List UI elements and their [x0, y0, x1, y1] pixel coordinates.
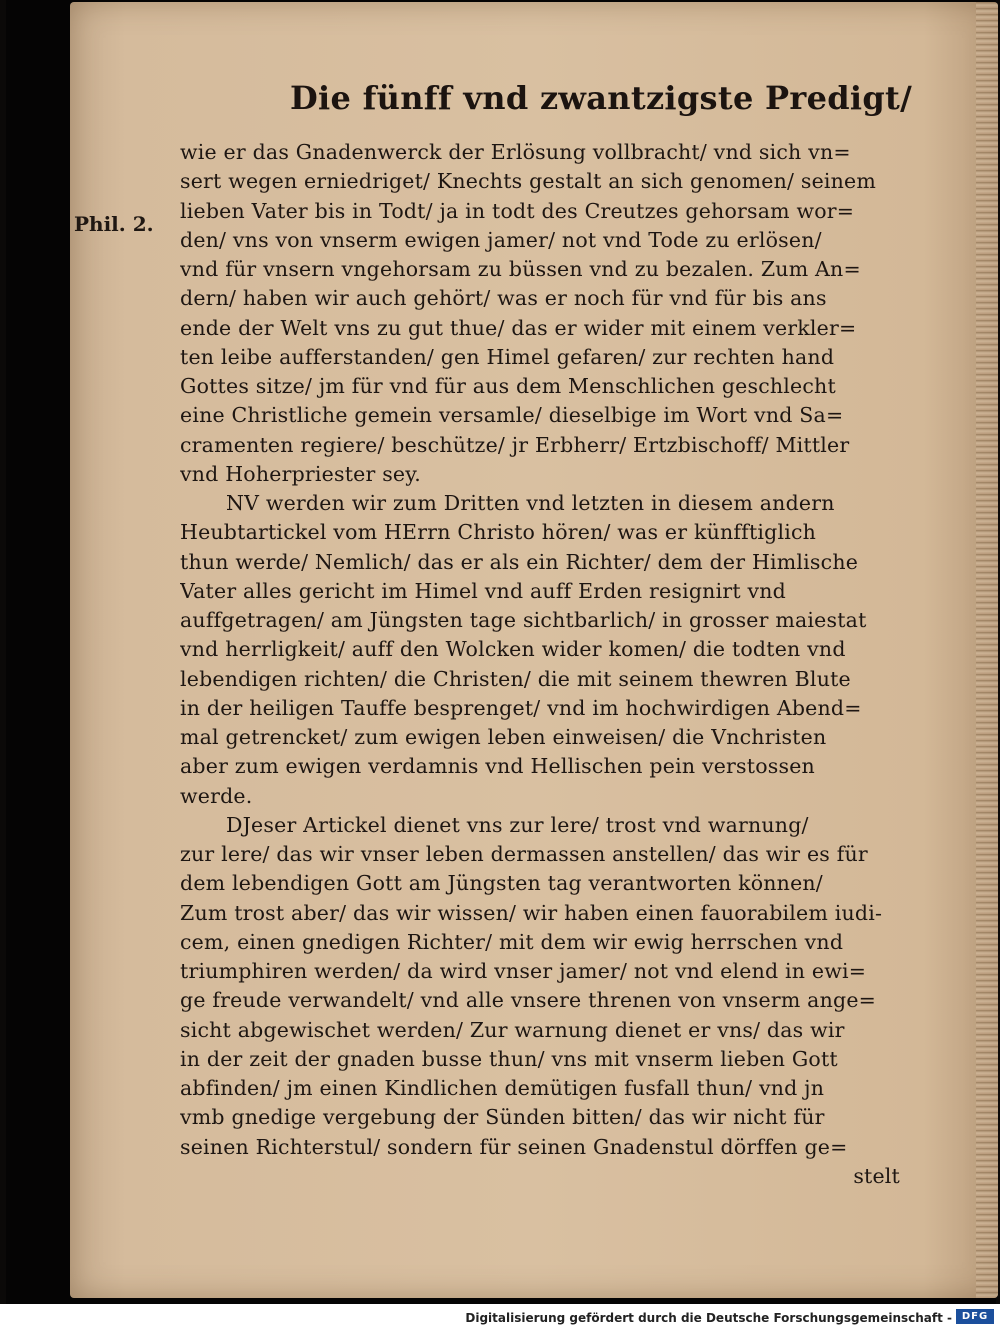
body-text [180, 138, 900, 1191]
margin-note: Phil. 2. [74, 212, 154, 236]
text-line: lebendigen richten/ die Christen/ die mit seinem thewren Blute [180, 666, 851, 691]
text-line: cem, einen gnedigen Richter/ mit dem wir ewig herrschen vnd [180, 929, 844, 954]
text-line: cramenten regiere/ beschütze/ jr Erbherr/ Ertzbischoff/ Mittler [180, 432, 850, 457]
text-line: eine Christliche gemein versamle/ dieselbige im Wort vnd Sa= [180, 403, 844, 428]
text-line: sicht abgewischet werden/ Zur warnung dienet er vns/ das wir [180, 1017, 845, 1042]
text-line: ge freude verwandelt/ vnd alle vnsere threnen von vnserm ange= [180, 988, 877, 1013]
text-line: NV werden wir zum Dritten vnd letzten in diesem andern [226, 491, 835, 515]
text-line: Heubtartickel vom HErrn Christo hören/ was er künfftiglich [180, 520, 817, 545]
text-line: ten leibe aufferstanden/ gen Himel gefaren/ zur rechten hand [180, 344, 835, 369]
text-line: triumphiren werden/ da wird vnser jamer/ not vnd elend in ewi= [180, 959, 867, 983]
text-line: dem lebendigen Gott am Jüngsten tag verantworten können/ [180, 871, 823, 896]
text-line: vnd herrligkeit/ auff den Wolcken wider komen/ die todten vnd [180, 637, 846, 662]
text-line: DJeser Artickel dienet vns zur lere/ trost vnd warnung/ [226, 812, 809, 837]
text-line: aber zum ewigen verdamnis vnd Hellischen pein verstossen [180, 754, 815, 779]
running-header: Die fünff vnd zwantzigste Predigt/ [290, 79, 913, 117]
catchword: stelt [853, 1163, 900, 1188]
text-line: vmb gnedige vergebung der Sünden bitten/ das wir nicht für [180, 1105, 825, 1130]
text-line: thun werde/ Nemlich/ das er als ein Richter/ dem der Himlische [180, 549, 859, 574]
text-line: dern/ haben wir auch gehört/ was er noch für vnd für bis ans [180, 286, 827, 311]
funding-credit: Digitalisierung gefördert durch die Deutsche Forschungsgemeinschaft - [465, 1311, 952, 1325]
text-line: sert wegen erniedriget/ Knechts gestalt an sich genomen/ seinem [180, 169, 877, 194]
dfg-logo: DFG [956, 1309, 994, 1324]
text-line: Vater alles gericht im Himel vnd auff Erden resignirt vnd [180, 578, 786, 603]
text-line: mal getrencket/ zum ewigen leben einweisen/ die Vnchristen [180, 725, 827, 749]
text-line: ende der Welt vns zu gut thue/ das er wider mit einem verkler= [180, 315, 857, 340]
text-line: wie er das Gnadenwerck der Erlösung vollbracht/ vnd sich vn= [180, 140, 851, 164]
text-line: Gottes sitze/ jm für vnd für aus dem Menschlichen geschlecht [180, 374, 836, 398]
text-line: zur lere/ das wir vnser leben dermassen anstellen/ das wir es für [180, 842, 868, 866]
text-line: vnd Hoherpriester sey. [180, 461, 422, 486]
text-line: vnd für vnsern vngehorsam zu büssen vnd zu bezalen. Zum An= [180, 257, 861, 281]
page-edge [976, 2, 998, 1298]
text-line: lieben Vater bis in Todt/ ja in todt des Creutzes gehorsam wor= [180, 198, 855, 223]
text-line: den/ vns von vnserm ewigen jamer/ not vnd Tode zu erlösen/ [180, 227, 822, 252]
text-line: werde. [180, 783, 253, 808]
text-line: abfinden/ jm einen Kindlichen demütigen fusfall thun/ vnd jn [180, 1076, 825, 1100]
text-line: seinen Richterstul/ sondern für seinen Gnadenstul dörffen ge= [180, 1134, 848, 1159]
text-line: Zum trost aber/ das wir wissen/ wir haben einen fauorabilem iudi- [180, 900, 883, 925]
text-line: in der zeit der gnaden busse thun/ vns mit vnserm lieben Gott [180, 1046, 838, 1071]
text-line: in der heiligen Tauffe besprenget/ vnd im hochwirdigen Abend= [180, 695, 862, 720]
text-line: auffgetragen/ am Jüngsten tage sichtbarlich/ in grosser maiestat [180, 608, 867, 632]
